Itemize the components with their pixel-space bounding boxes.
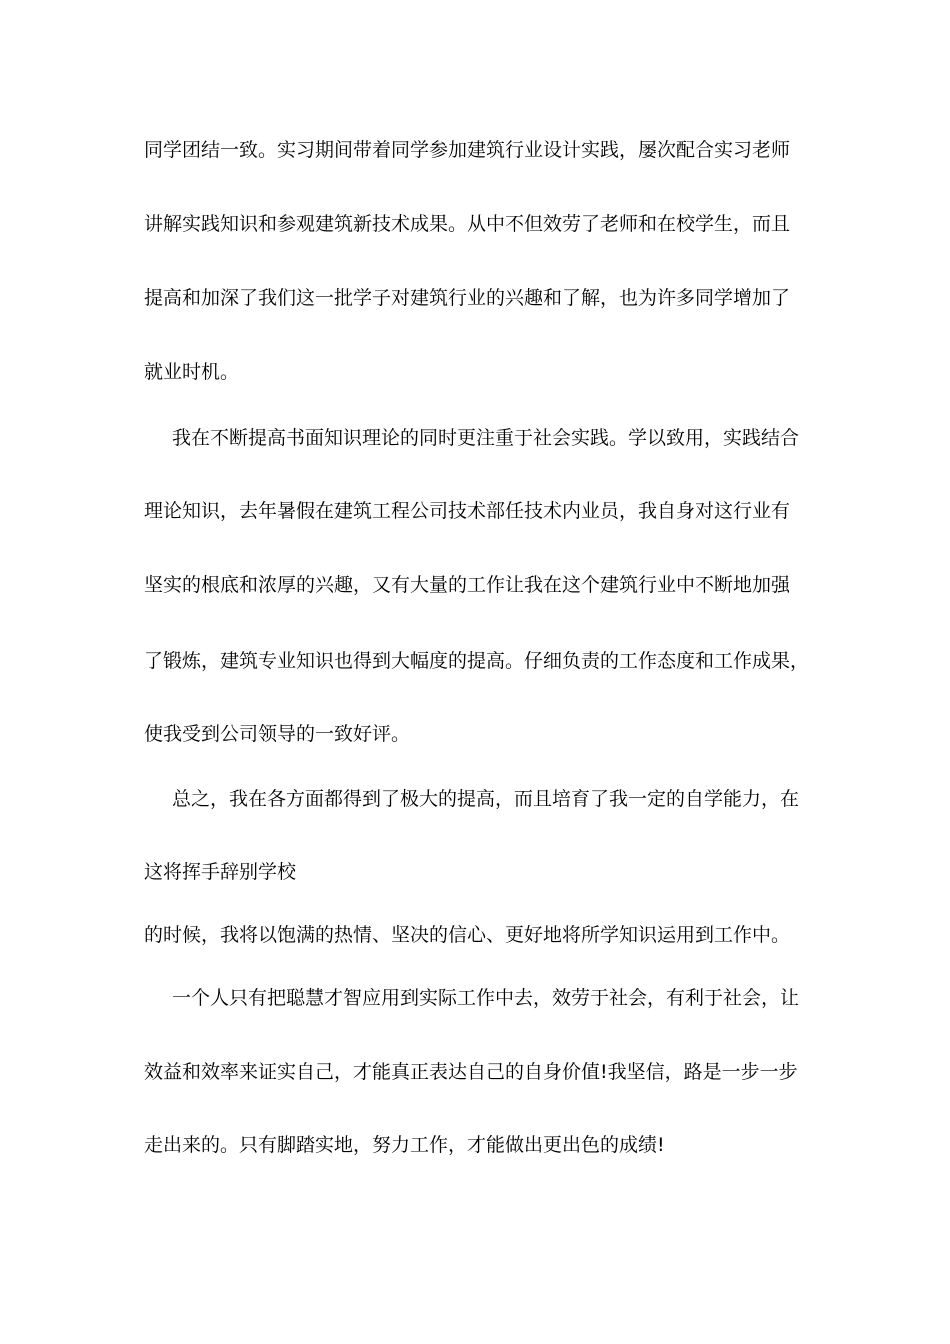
- paragraph-first-line: 我在不断提高书面知识理论的同时更注重于社会实践。学以致用，实践结合: [172, 427, 800, 449]
- text-line: 理论知识，去年暑假在建筑工程公司技术部任技术内业员，我自身对这行业有: [144, 500, 791, 522]
- paragraph-first-line: 一个人只有把聪慧才智应用到实际工作中去，效劳于社会，有利于社会，让: [172, 987, 800, 1009]
- paragraph-first-line: 总之，我在各方面都得到了极大的提高，而且培育了我一定的自学能力，在: [172, 788, 800, 810]
- text-line: 同学团结一致。实习期间带着同学参加建筑行业设计实践，屡次配合实习老师: [144, 139, 791, 161]
- text-line: 使我受到公司领导的一致好评。: [144, 723, 411, 745]
- text-line: 就业时机。: [144, 361, 240, 383]
- text-line: 效益和效率来证实自己，才能真正表达自己的自身价值!我坚信，路是一步一步: [144, 1061, 798, 1083]
- text-line: 这将挥手辞别学校: [144, 861, 297, 883]
- text-line: 的时候，我将以饱满的热情、坚决的信心、更好地将所学知识运用到工作中。: [144, 924, 791, 946]
- text-line: 坚实的根底和浓厚的兴趣，又有大量的工作让我在这个建筑行业中不断地加强: [144, 574, 791, 596]
- text-line: 走出来的。只有脚踏实地，努力工作，才能做出更出色的成绩!: [144, 1134, 665, 1156]
- text-line: 讲解实践知识和参观建筑新技术成果。从中不但效劳了老师和在校学生，而且: [144, 213, 791, 235]
- text-line: 了锻炼，建筑专业知识也得到大幅度的提高。仔细负责的工作态度和工作成果，: [144, 650, 810, 672]
- text-line: 提高和加深了我们这一批学子对建筑行业的兴趣和了解，也为许多同学增加了: [144, 287, 791, 309]
